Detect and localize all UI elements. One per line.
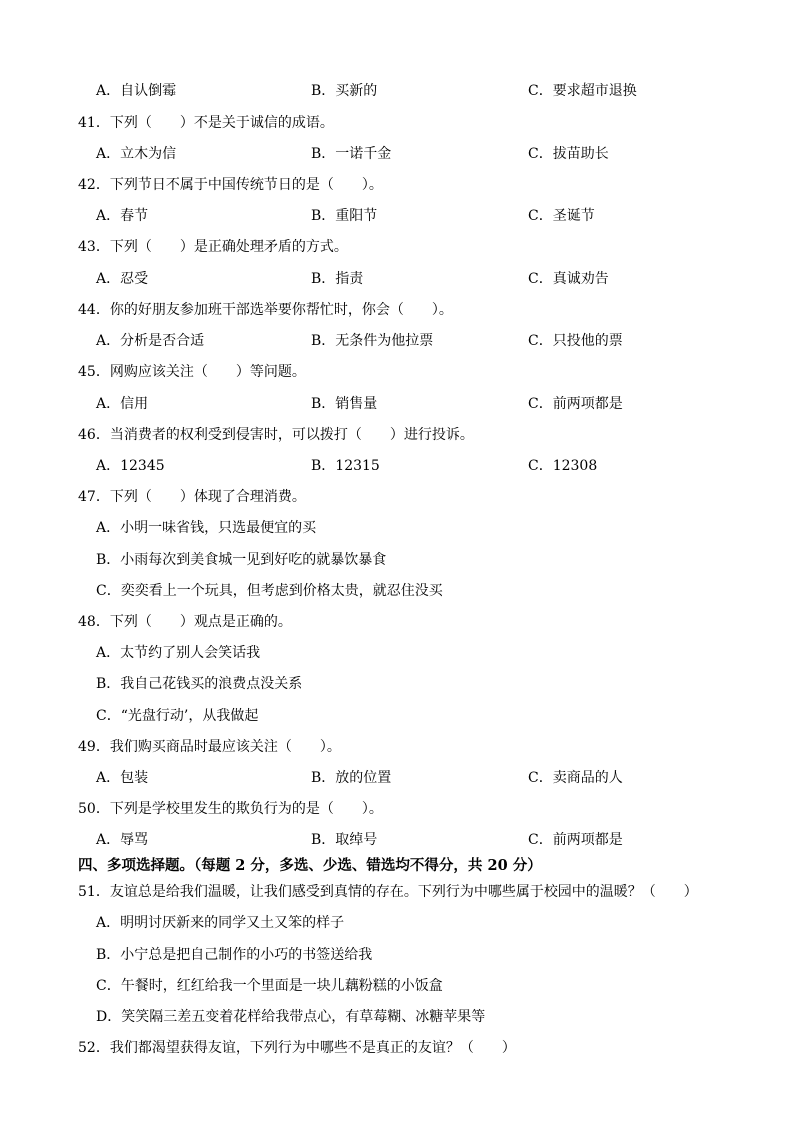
q47-stem: 47．下列（ ）体现了合理消费。 (78, 489, 306, 505)
q46-stem: 46．当消费者的权利受到侵害时，可以拨打（ ）进行投诉。 (78, 427, 474, 443)
q50-option-b: B．取绰号 (311, 832, 378, 848)
q48-option-c: C．“光盘行动’，从我做起 (96, 708, 259, 724)
section-heading: 四、多项选择题。（每题 2 分，多选、少选、错选均不得分，共 20 分） (78, 857, 542, 874)
q42-option-a: A．春节 (96, 208, 149, 224)
q43-option-a: A．忍受 (96, 271, 149, 287)
q43-option-b: B．指责 (311, 271, 364, 287)
q48-stem: 48．下列（ ）观点是正确的。 (78, 614, 292, 630)
q52-stem: 52．我们都渴望获得友谊，下列行为中哪些不是真正的友谊？（ ） (78, 1040, 516, 1056)
q51-option-c: C．午餐时，红红给我一个里面是一块儿藕粉糕的小饭盒 (96, 978, 443, 994)
q48-option-a: A．太节约了别人会笑话我 (96, 645, 261, 661)
q46-option-a: A．12345 (96, 458, 165, 474)
q51-option-d: D．笑笑隔三差五变着花样给我带点心，有草莓糊、冰糖苹果等 (96, 1009, 486, 1025)
q48-option-b: B．我自己花钱买的浪费点没关系 (96, 676, 303, 692)
q42-stem: 42．下列节日不属于中国传统节日的是（ ）。 (78, 177, 383, 193)
q47-option-b: B．小雨每次到美食城一见到好吃的就暴饮暴食 (96, 552, 387, 568)
q43-stem: 43．下列（ ）是正确处理矛盾的方式。 (78, 239, 348, 255)
q45-option-b: B．销售量 (311, 396, 378, 412)
q40-option-b: B．买新的 (311, 83, 378, 99)
q47-option-a: A．小明一味省钱，只选最便宜的买 (96, 520, 317, 536)
q45-option-c: C．前两项都是 (528, 396, 623, 412)
q46-option-b: B．12315 (311, 458, 380, 474)
q44-stem: 44．你的好朋友参加班干部选举要你帮忙时，你会（ ）。 (78, 302, 453, 318)
q49-stem: 49．我们购买商品时最应该关注（ ）。 (78, 739, 341, 755)
q45-stem: 45．网购应该关注（ ）等问题。 (78, 364, 306, 380)
q43-option-c: C．真诚劝告 (528, 271, 609, 287)
q40-option-a: A．自认倒霉 (96, 83, 177, 99)
q51-option-b: B．小宁总是把自己制作的小巧的书签送给我 (96, 947, 373, 963)
q49-option-a: A．包装 (96, 770, 149, 786)
q49-option-b: B．放的位置 (311, 770, 392, 786)
q49-option-c: C．卖商品的人 (528, 770, 623, 786)
q41-option-b: B．一诺千金 (311, 146, 392, 162)
q44-option-b: B．无条件为他拉票 (311, 333, 434, 349)
q40-option-c: C．要求超市退换 (528, 83, 637, 99)
q50-stem: 50．下列是学校里发生的欺负行为的是（ ）。 (78, 801, 383, 817)
q50-option-a: A．辱骂 (96, 832, 149, 848)
q44-option-a: A．分析是否合适 (96, 333, 205, 349)
q46-option-c: C．12308 (528, 458, 598, 474)
q41-stem: 41．下列（ ）不是关于诚信的成语。 (78, 115, 334, 131)
q41-option-c: C．拔苗助长 (528, 146, 609, 162)
q45-option-a: A．信用 (96, 396, 149, 412)
q42-option-c: C．圣诞节 (528, 208, 595, 224)
q50-option-c: C．前两项都是 (528, 832, 623, 848)
q51-option-a: A．明明讨厌新来的同学又土又笨的样子 (96, 915, 345, 931)
q44-option-c: C．只投他的票 (528, 333, 623, 349)
q47-option-c: C．奕奕看上一个玩具，但考虑到价格太贵，就忍住没买 (96, 583, 443, 599)
q51-stem: 51．友谊总是给我们温暖，让我们感受到真情的存在。下列行为中哪些属于校园中的温暖？（ ） (78, 884, 698, 900)
q42-option-b: B．重阳节 (311, 208, 378, 224)
q41-option-a: A．立木为信 (96, 146, 177, 162)
